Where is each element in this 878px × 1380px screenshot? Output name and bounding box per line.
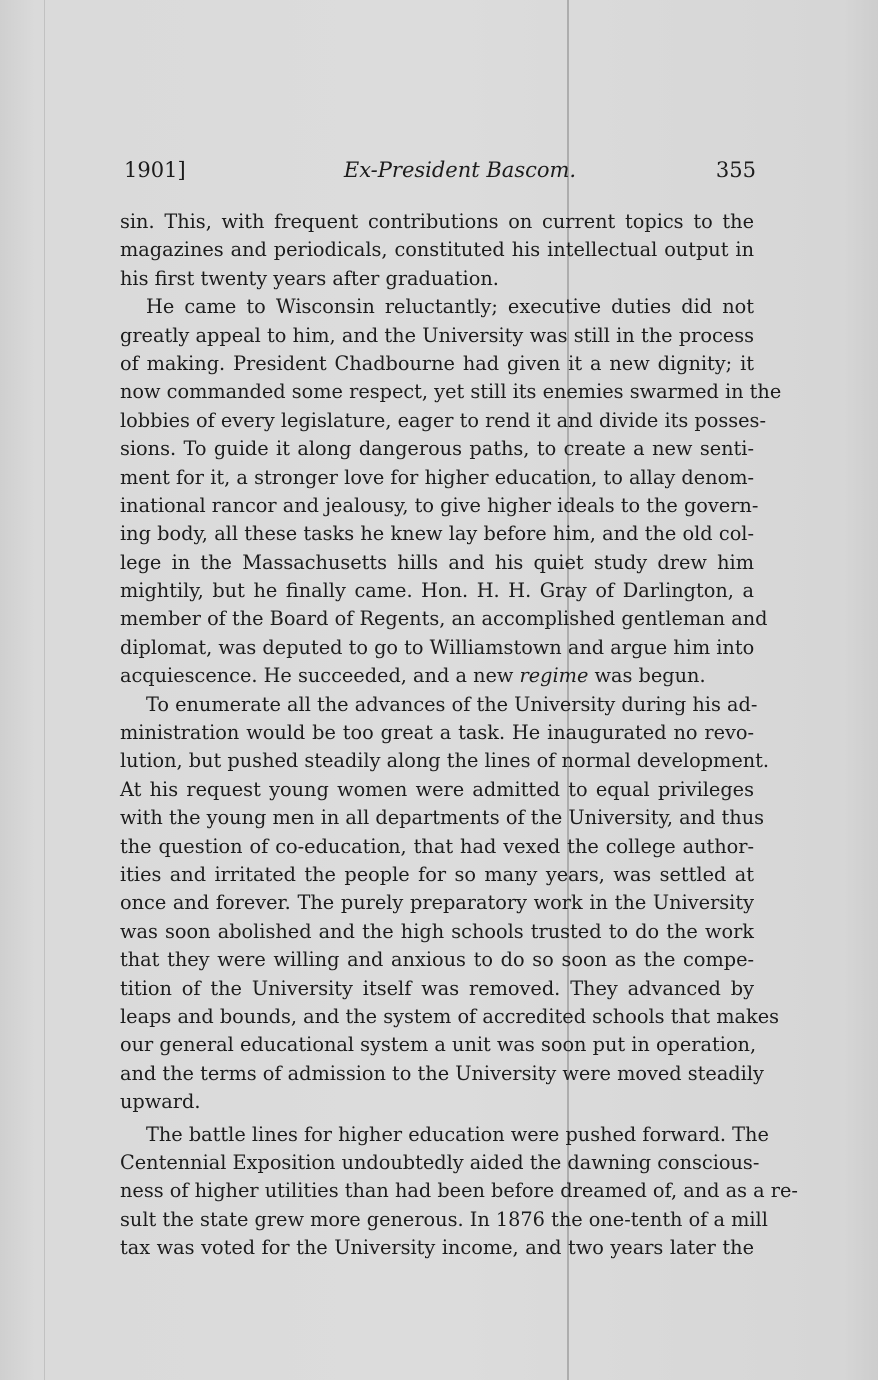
text-line: that they were willing and anxious to do so soon as the compe- (120, 948, 754, 972)
body-text (120, 208, 798, 1262)
italic-word: regime (519, 664, 589, 688)
text-line-with-italic (120, 662, 754, 690)
text-line: greatly appeal to him, and the University was still in the process (120, 323, 754, 347)
text-line: our general educational system a unit was soon put in operation, (120, 1033, 757, 1057)
text-line: tition of the University itself was removed. They advanced by (120, 976, 754, 1000)
text-line: lution, but pushed steadily along the lines of normal development. (120, 749, 770, 773)
text-line: once and forever. The purely preparatory work in the University (120, 891, 754, 915)
text-line: ness of higher utilities than had been before dreamed of, and as a re- (120, 1179, 798, 1203)
text-line: sin. This, with frequent contributions on current topics to the (120, 210, 754, 233)
text-line: ing body, all these tasks he knew lay before him, and the old col- (120, 522, 754, 546)
text-line: ministration would be too great a task. He inaugurated no revo- (120, 721, 754, 745)
text-line: of making. President Chadbourne had given it a new dignity; it (120, 351, 754, 375)
text-line: At his request young women were admitted to equal privileges (120, 777, 754, 801)
text-line: sult the state grew more generous. In 1876 the one-tenth of a mill (120, 1207, 768, 1231)
text-line: Centennial Exposition undoubtedly aided the dawning conscious- (120, 1150, 760, 1174)
text-line: sions. To guide it along dangerous paths, to create a new senti- (120, 437, 754, 461)
header-year: 1901] (124, 158, 186, 182)
text-line: ities and irritated the people for so many years, was settled at (120, 862, 754, 886)
page-edge-shadow (44, 0, 45, 1380)
line-segment: acquiescence. He succeeded, and a new (120, 664, 520, 688)
running-header (124, 158, 756, 188)
text-line: his first twenty years after graduation. (120, 266, 499, 290)
text-line: was soon abolished and the high schools trusted to do the work (120, 919, 754, 943)
header-title: Ex-President Bascom. (343, 158, 577, 182)
text-line: ment for it, a stronger love for higher education, to allay denom- (120, 465, 754, 489)
text-line: and the terms of admission to the University were moved steadily (120, 1061, 764, 1085)
text-line: magazines and periodicals, constituted his intellectual output in (120, 238, 754, 262)
text-line: lege in the Massachusetts hills and his quiet study drew him (120, 550, 754, 574)
text-line: lobbies of every legislature, eager to rend it and divide its posses- (120, 408, 766, 432)
text-line: tax was voted for the University income, and two years later the (120, 1236, 754, 1260)
text-line: leaps and bounds, and the system of accredited schools that makes (120, 1004, 780, 1028)
text-line: with the young men in all departments of the University, and thus (120, 806, 765, 830)
text-line: member of the Board of Regents, an accomplished gentleman and (120, 607, 768, 631)
paragraph-start-line: The battle lines for higher education were pushed forward. The (146, 1122, 769, 1146)
text-line: mightily, but he finally came. Hon. H. H. Gray of Darlington, a (120, 579, 754, 603)
text-line: now commanded some respect, yet still its enemies swarmed in the (120, 380, 782, 404)
page-number: 355 (715, 158, 756, 182)
text-line: the question of co-education, that had vexed the college author- (120, 834, 754, 858)
text-line: inational rancor and jealousy, to give higher ideals to the govern- (120, 493, 759, 517)
text-line: diplomat, was deputed to go to Williamstown and argue him into (120, 635, 755, 659)
text-line: upward. (120, 1090, 201, 1114)
line-segment: was begun. (588, 664, 706, 688)
paragraph-start-line: To enumerate all the advances of the University during his ad- (146, 692, 758, 716)
paragraph-start-line: He came to Wisconsin reluctantly; executive duties did not (146, 295, 754, 319)
